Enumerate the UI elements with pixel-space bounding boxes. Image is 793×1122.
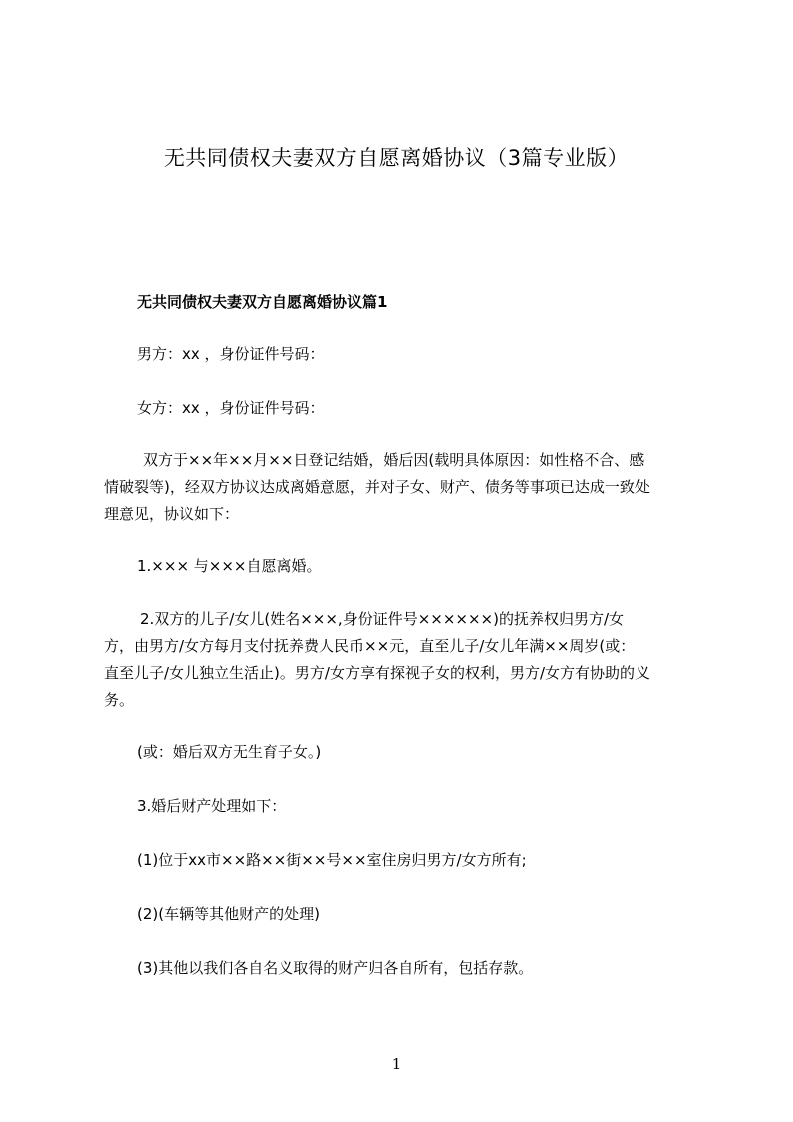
clause-2-alternative: (或：婚后双方无生育子女。) [137, 743, 322, 761]
clause-3-sub-1: (1)位于xx市××路××街××号××室住房归男方/女方所有; [137, 851, 527, 869]
document-title: 无共同债权夫妻双方自愿离婚协议（3篇专业版） [163, 146, 630, 170]
husband-info-line: 男方：xx ，身份证件号码： [137, 345, 325, 363]
clause-2-line-4: 务。 [104, 691, 135, 709]
intro-paragraph-line-1: 双方于××年××月××日登记结婚，婚后因(载明具体原因：如性格不合、感 [143, 451, 645, 469]
clause-2-line-2: 方，由男方/女方每月支付抚养费人民币××元，直至儿子/女儿年满××周岁(或： [104, 637, 636, 655]
intro-paragraph-line-3: 理意见，协议如下： [104, 505, 240, 523]
clause-3-sub-2: (2)(车辆等其他财产的处理) [137, 905, 320, 923]
clause-3: 3.婚后财产处理如下： [137, 797, 287, 815]
clause-1: 1.××× 与×××自愿离婚。 [137, 557, 322, 575]
clause-2-line-3: 直至儿子/女儿独立生活止)。男方/女方享有探视子女的权利，男方/女方有协助的义 [104, 664, 651, 682]
clause-2-line-1: 2.双方的儿子/女儿(姓名×××,身份证件号××××××)的抚养权归男方/女 [140, 610, 625, 628]
clause-3-sub-3: (3)其他以我们各自名义取得的财产归各自所有，包括存款。 [137, 959, 534, 977]
page-number: 1 [391, 1055, 402, 1073]
wife-info-line: 女方：xx ，身份证件号码： [137, 399, 325, 417]
intro-paragraph-line-2: 情破裂等)，经双方协议达成离婚意愿，并对子女、财产、债务等事项已达成一致处 [104, 478, 650, 496]
section-heading: 无共同债权夫妻双方自愿离婚协议篇1 [137, 293, 388, 311]
